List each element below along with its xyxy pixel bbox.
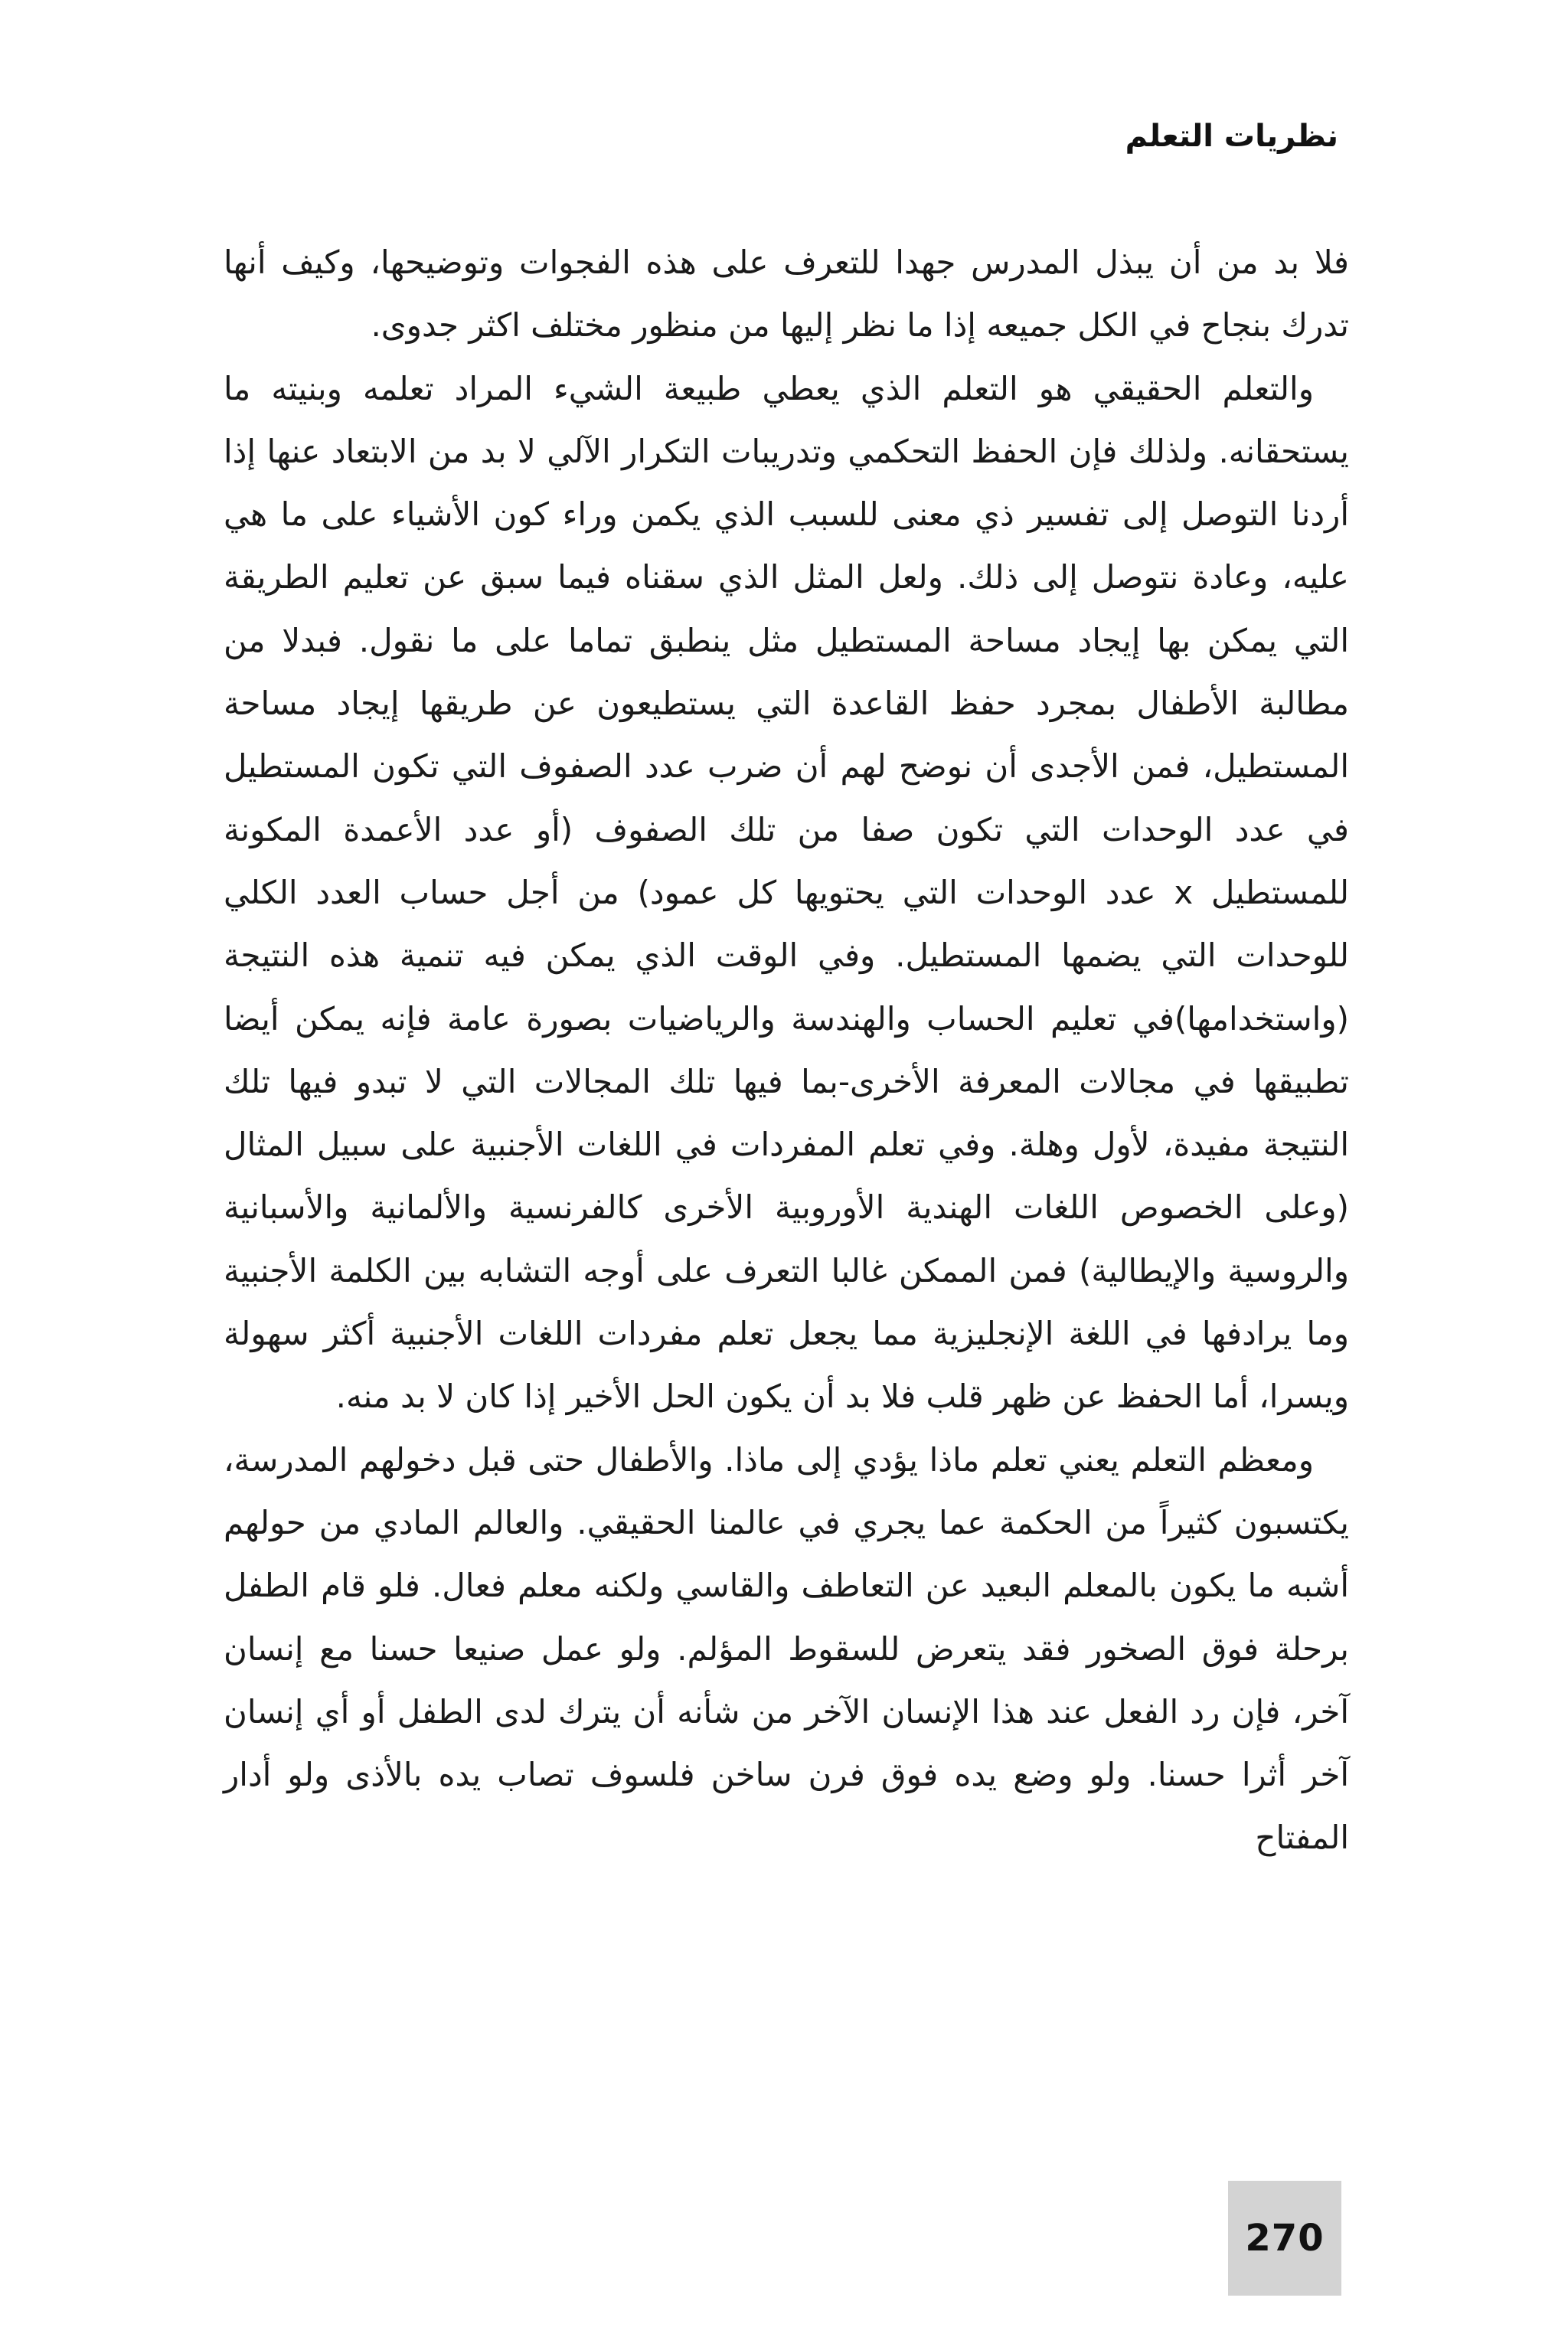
body-text xyxy=(224,231,1349,1870)
paragraph-2: والتعلم الحقيقي هو التعلم الذي يعطي طبيعة الشيء المراد تعلمه وبنيته ما يستحقانه. ولذلك فإن الحفظ التحكمي وتدريبات التكرار الآلي لا بد من الابتعاد عنها إذا أردنا التوصل إلى تفسير ذي معنى للسبب الذي يكمن وراء كون الأشياء على ما هي عليه، وعادة نتوصل إلى ذلك. ولعل المثل الذي سقناه فيما سبق عن تعليم الطريقة التي يمكن بها إيجاد مساحة المستطيل مثل ينطبق تماما على ما نقول. فبدلا من مطالبة الأطفال بمجرد حفظ القاعدة التي يستطيعون عن طريقها إيجاد مساحة المستطيل، فمن الأجدى أن نوضح لهم أن ضرب عدد الصفوف التي تكون المستطيل في عدد الوحدات التي تكون صفا من تلك الصفوف (أو عدد الأعمدة المكونة للمستطيل x عدد الوحدات التي يحتويها كل عمود) من أجل حساب العدد الكلي للوحدات التي يضمها المستطيل. وفي الوقت الذي يمكن فيه تنمية هذه النتيجة (واستخدامها)في تعليم الحساب والهندسة والرياضيات بصورة عامة فإنه يمكن أيضا تطبيقها في مجالات المعرفة الأخرى-بما فيها تلك المجالات التي لا تبدو فيها تلك النتيجة مفيدة، لأول وهلة. وفي تعلم المفردات في اللغات الأجنبية على سبيل المثال (وعلى الخصوص اللغات الهندية الأوروبية الأخرى كالفرنسية والألمانية والأسبانية والروسية والإيطالية) فمن الممكن غالبا التعرف على أوجه التشابه بين الكلمة الأجنبية وما يرادفها في اللغة الإنجليزية مما يجعل تعلم مفردات اللغات الأجنبية أكثر سهولة ويسرا، أما الحفظ عن ظهر قلب فلا بد أن يكون الحل الأخير إذا كان لا بد منه. xyxy=(224,369,1349,1416)
page-number-box xyxy=(1228,2181,1341,2296)
paragraph-3: ومعظم التعلم يعني تعلم ماذا يؤدي إلى ماذا. والأطفال حتى قبل دخولهم المدرسة، يكتسبون كثيراً من الحكمة عما يجري في عالمنا الحقيقي. والعالم المادي من حولهم أشبه ما يكون بالمعلم البعيد عن التعاطف والقاسي ولكنه معلم فعال. فلو قام الطفل برحلة فوق الصخور فقد يتعرض للسقوط المؤلم. ولو عمل صنيعا حسنا مع إنسان آخر، فإن رد الفعل عند هذا الإنسان الآخر من شأنه أن يترك لدى الطفل أو أي إنسان آخر أثرا حسنا. ولو وضع يده فوق فرن ساخن فلسوف تصاب يده بالأذى ولو أدار المفتاح xyxy=(224,1440,1349,1857)
paragraph-1: فلا بد من أن يبذل المدرس جهدا للتعرف على هذه الفجوات وتوضيحها، وكيف أنها تدرك بنجاح في الكل جميعه إذا ما نظر إليها من منظور مختلف اكثر جدوى. xyxy=(224,243,1349,345)
running-header: نظريات التعلم xyxy=(1125,119,1338,154)
page-number: 270 xyxy=(1245,2217,1325,2260)
